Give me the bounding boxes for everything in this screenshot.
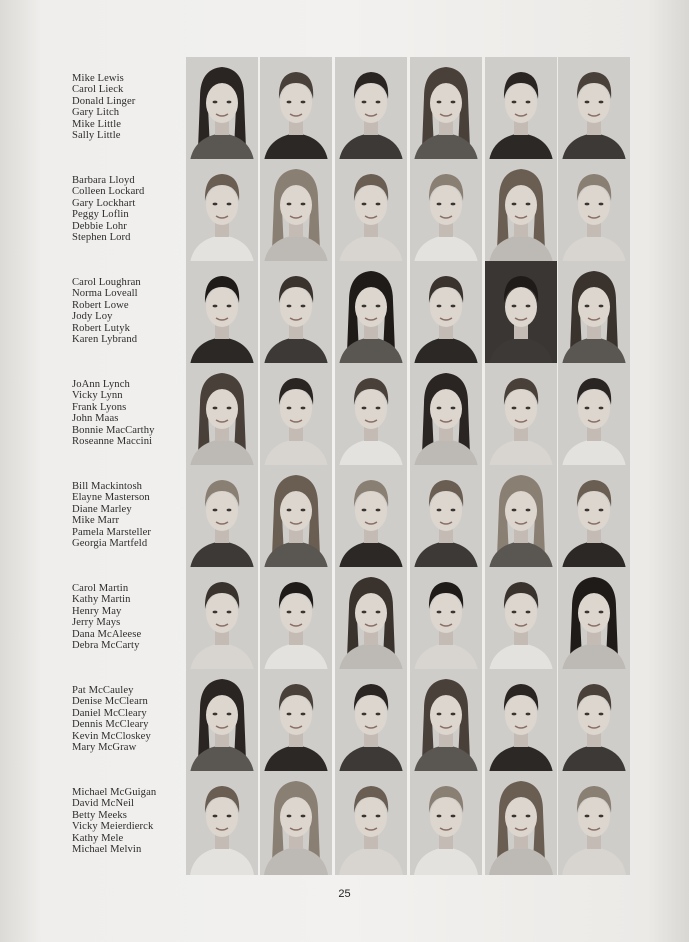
student-name: Roseanne Maccini [72,436,153,448]
portrait-row [0,771,689,875]
portrait-photo-debra-mccarty [558,567,630,671]
portrait-photo-pat-mccauley [186,669,258,773]
student-name: Colleen Lockard [72,186,145,198]
student-name: Peggy Loflin [72,209,129,221]
portrait-photo-david-mcneil [260,771,332,875]
portrait-photo-carol-lieck [260,57,332,161]
student-name: Norma Loveall [72,288,138,300]
student-name: Carol Loughran [72,277,141,288]
name-list [72,175,182,243]
student-name: Denise McClearn [72,696,148,708]
student-name: Donald Linger [72,95,136,107]
portrait-photo-robert-lutyk [485,261,557,365]
student-name: Debra McCarty [72,640,140,652]
portrait-photo-barbara-lloyd [186,159,258,263]
portrait-photo-dana-mcaleese [485,567,557,671]
student-name: Gary Lockhart [72,197,136,209]
portrait-photo-stephen-lord [558,159,630,263]
student-name: Carol Martin [72,583,129,594]
student-name: Gary Litch [72,107,120,119]
portrait-row [0,363,689,467]
portrait-photo-karen-lybrand [558,261,630,365]
portrait-photo-donald-linger [335,57,407,161]
student-name: Mike Marr [72,515,120,527]
portrait-photo-bonnie-maccarthy [485,363,557,467]
portrait-photo-vicky-lynn [260,363,332,467]
photo-strip [186,669,630,773]
student-name: Jerry Mays [72,617,121,629]
name-list [72,583,182,651]
portrait-photo-kathy-mele [485,771,557,875]
portrait-row [0,261,689,365]
student-name: Michael Melvin [72,844,142,856]
portrait-photo-jerry-mays [410,567,482,671]
photo-strip [186,465,630,569]
student-name: Robert Lutyk [72,322,130,334]
portrait-photo-gary-litch [410,57,482,161]
student-name: Georgia Martfeld [72,538,148,550]
student-name: Mary McGraw [72,742,137,754]
photo-strip [186,159,630,263]
portrait-photo-michael-melvin [558,771,630,875]
student-name: Betty Meeks [72,809,127,821]
portrait-photo-joann-lynch [186,363,258,467]
portrait-photo-carol-loughran [186,261,258,365]
portrait-row [0,465,689,569]
portrait-photo-michael-mcguigan [186,771,258,875]
student-name: Henry May [72,605,122,617]
student-name: Robert Lowe [72,299,129,311]
photo-strip [186,261,630,365]
portrait-row [0,57,689,161]
student-name: Elayne Masterson [72,492,150,504]
page-number: 25 [338,888,351,900]
portrait-photo-frank-lyons [335,363,407,467]
portrait-photo-roseanne-maccini [558,363,630,467]
portrait-photo-peggy-loflin [410,159,482,263]
student-name: Dennis McCleary [72,719,149,731]
student-name: Mike Little [72,118,122,130]
portrait-row [0,567,689,671]
student-name: Dana McAleese [72,628,142,640]
photo-strip [186,771,630,875]
student-name: Kathy Martin [72,594,131,606]
portrait-row [0,159,689,263]
student-name: Karen Lybrand [72,334,138,346]
student-name: Michael McGuigan [72,787,157,798]
portrait-photo-dennis-mccleary [410,669,482,773]
name-list [72,379,182,447]
portrait-photo-denise-mcclearn [260,669,332,773]
portrait-photo-betty-meeks [335,771,407,875]
student-name: Frank Lyons [72,401,127,413]
student-name: Debbie Lohr [72,220,127,232]
portrait-photo-kathy-martin [260,567,332,671]
photo-strip [186,567,630,671]
portrait-photo-diane-marley [335,465,407,569]
student-name: Barbara Lloyd [72,175,135,186]
student-name: Kevin McCloskey [72,730,151,742]
student-name: Diane Marley [72,503,132,515]
name-list [72,73,182,141]
student-name: JoAnn Lynch [72,379,130,390]
student-name: Stephen Lord [72,232,131,244]
student-name: Carol Lieck [72,84,124,96]
name-list [72,277,182,345]
portrait-photo-mike-little [485,57,557,161]
portrait-photo-henry-may [335,567,407,671]
photo-strip [186,363,630,467]
name-list [72,481,182,549]
portrait-photo-bill-mackintosh [186,465,258,569]
name-list [72,787,182,855]
photo-strip [186,57,630,161]
student-name: Mike Lewis [72,73,124,84]
student-name: John Maas [72,413,119,425]
portrait-photo-mike-lewis [186,57,258,161]
portrait-photo-kevin-mccloskey [485,669,557,773]
portrait-photo-elayne-masterson [260,465,332,569]
student-name: Daniel McCleary [72,707,147,719]
student-name: Kathy Mele [72,832,124,844]
portrait-photo-mike-marr [410,465,482,569]
portrait-photo-daniel-mccleary [335,669,407,773]
portrait-photo-carol-martin [186,567,258,671]
name-list [72,685,182,753]
portrait-photo-mary-mcgraw [558,669,630,773]
portrait-photo-pamela-marsteller [485,465,557,569]
portrait-photo-debbie-lohr [485,159,557,263]
student-name: David McNeil [72,798,135,810]
portrait-photo-john-maas [410,363,482,467]
student-name: Bonnie MacCarthy [72,424,155,436]
portrait-photo-colleen-lockard [260,159,332,263]
student-name: Vicky Meierdierck [72,821,154,833]
student-name: Pamela Marsteller [72,526,152,538]
student-name: Jody Loy [72,311,113,323]
student-name: Bill Mackintosh [72,481,143,492]
student-name: Sally Little [72,130,121,142]
student-name: Vicky Lynn [72,390,123,402]
portrait-photo-jody-loy [410,261,482,365]
portrait-photo-gary-lockhart [335,159,407,263]
portrait-photo-georgia-martfeld [558,465,630,569]
portrait-photo-robert-lowe [335,261,407,365]
portrait-row [0,669,689,773]
portrait-photo-norma-loveall [260,261,332,365]
portrait-photo-vicky-meierdierck [410,771,482,875]
portrait-photo-sally-little [558,57,630,161]
student-name: Pat McCauley [72,685,134,696]
